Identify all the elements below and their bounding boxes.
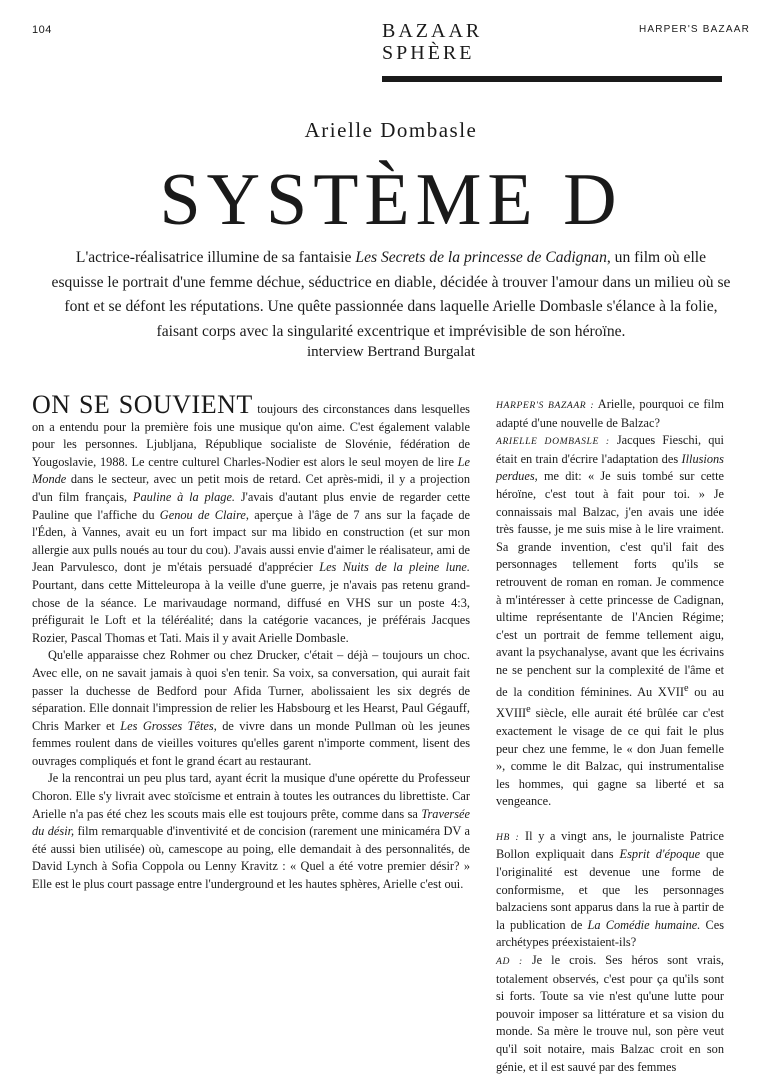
speaker-label: HARPER'S BAZAAR : <box>496 400 595 411</box>
title-reference: Genou de Claire <box>159 507 246 522</box>
section-title-line-1: BAZAAR <box>382 20 483 42</box>
body-text: Ces archétypes préexistaient-ils? <box>496 917 725 950</box>
body-text: Arielle, pourquoi ce film adapté d'une nouvelle de Balzac? <box>496 397 724 430</box>
body-text: Jacques Fieschi, qui était en train d'écrire l'adaptation des <box>496 433 724 466</box>
body-text: Je le crois. Ses héros sont vrais, totalement observés, c'est pour ça qu'ils sont si forts. Toute sa vie n'est qu'une lutte pour pouvoir imposer sa littérature et sa vision du monde. Sa mère le trouve nul, son père veut qu'il soit notaire, mais Balzac croit en son génie, et il est sauvé par des femmes <box>496 953 724 1074</box>
title-reference: Les Grosses Têtes <box>120 718 214 733</box>
title-reference: Esprit d'époque <box>619 847 701 862</box>
title-reference: Traversée du désir, <box>32 806 470 839</box>
section-title-line-2: SPHÈRE <box>382 42 475 64</box>
standfirst-text: , un film où elle esquisse le portrait d'une femme déchue, séductrice en diable, décidée à trouver l'amour dans un milieu où se font et se défont les réputations. Une quête passionnée dans laquelle Arielle Dombasle s'élance à la folie, faisant corps avec la singularité excentrique et imprévisible de son héroïne. <box>51 249 731 340</box>
title-reference: Illusions perdues, <box>496 451 724 484</box>
interview-question <box>496 828 724 952</box>
lead-in: ON SE SOUVIENT <box>32 390 253 419</box>
body-paragraph <box>32 647 470 770</box>
interview-question <box>496 396 724 432</box>
body-text: J'avais d'autant plus envie de regarder cette Pauline que l'affiche du <box>32 489 471 522</box>
body-text: film remarquable d'inventivité et de concision (rarement une minicaméra DV a été aussi bien utilisée) où, camescope au poing, elle demandait à des personnalités, de David Lynch à Sofia Coppola ou Lenny Kravitz : « Quel a été votre premier désir? » Elle est le plus court passage entre l'underground et les hautes sphères, Arielle c'est oui. <box>32 824 470 892</box>
masthead: HARPER'S BAZAAR <box>638 24 750 35</box>
section-title <box>382 20 722 64</box>
body-text: , de vivre dans un monde Pullman où les jeunes femmes roulent dans de vieilles voitures qu'elles garent n'importe comment, lisent des ouvrages compliqués et font le grand écart au restaurant. <box>32 718 470 768</box>
body-text: , aperçue à l'âge de 7 ans sur la façade de l'Éden, à Vannes, avait eu un fort impact sur ma libido en construction (et sur mon allergie aux pulls noués au tour du cou). J'avais aussi envie d'aimer le réalisateur, ami de Jean Parvulesco, dont je m'étais persuadé d'apprécier <box>32 507 470 575</box>
title-reference: Pauline à la plage. <box>132 489 236 504</box>
title-reference: Les Nuits de la pleine lune. <box>319 560 470 575</box>
body-text: siècle, elle aurait été brûlée car c'est exactement le visage de ce qui fait le plus peur chez une femme, le « don Juan femelle », comme le dit Balzac, qui instrumentalise les hommes, qui gagne sa liberté et sa vengeance. <box>496 706 724 809</box>
body-column-left <box>32 390 471 894</box>
standfirst-text: L'actrice-réalisatrice illumine de sa fantaisie <box>75 249 356 266</box>
interview-answer <box>496 432 724 811</box>
interview-answer <box>496 952 724 1076</box>
speaker-label: HB : <box>496 831 520 843</box>
speaker-label: AD : <box>496 956 523 968</box>
body-text: dans le secteur, avec un petit mois de retard. Cet après-midi, il y a projection d'un film français, <box>32 472 470 504</box>
paragraph-spacer <box>496 811 724 828</box>
body-text: ou au XVIII <box>496 684 724 721</box>
body-text: que l'originalité est devenue une forme de conformisme, et que les personnages balzaciens sont apparus dans la rue à partir de la publication de <box>496 847 724 932</box>
body-column-right <box>496 396 724 1076</box>
superscript: e <box>526 704 531 716</box>
page-number: 104 <box>32 24 52 36</box>
speaker-label: ARIELLE DOMBASLE : <box>496 436 610 448</box>
standfirst-film-title: Les Secrets de la princesse de Cadignan <box>355 249 607 266</box>
body-paragraph <box>32 770 470 893</box>
body-paragraph <box>32 390 471 647</box>
body-text: me dit: « Je suis tombé sur cette héroïne, c'est tout à fait pour toi. » Je connaissais mal Balzac, j'en avais une idée très fausse, je me suis mise à le lire vraiment. Sa grande invention, c'est qu'il fait des personnages tellement forts qu'ils se retrouvent de roman en roman. Je commence à m'intéresser à cette princesse de Cadignan, ultime représentante de l'Ancien Régime; c'est un portrait de femme tellement aigu, avant la psychanalyse, avant que les écrivains ne se penchent sur la complexité de l'âme et de la condition féminines. Au XVII <box>496 469 724 699</box>
article-headline: SYSTÈME D <box>159 159 623 241</box>
body-text: Pourtant, dans cette Mitteleuropa à la veille d'une guerre, je n'avais pas retenu grand-chose de la séance. Le marivaudage normand, diffusé en VHS sur un poste 4:3, préfigurait le Loft et la téléréalité; dans la catégorie vacances, je préférais Jacques Rozier, Pascal Thomas et Tati. Mais il y avait Arielle Dombasle. <box>32 577 470 645</box>
body-text: Je la rencontrai un peu plus tard, ayant écrit la musique d'une opérette du Professeur Choron. Elle s'y livrait avec stoïcisme et entrain à toutes les outrances du librettiste. Car Arielle n'a pas été chez les scouts mais elle est toujours prête, comme dans sa <box>32 771 470 821</box>
body-text: Il y a vingt ans, le journaliste Patrice Bollon expliquait dans <box>496 828 724 862</box>
article-subject: Arielle Dombasle <box>304 118 478 142</box>
superscript: e <box>683 682 689 694</box>
article-byline: interview Bertrand Burgalat <box>306 344 475 360</box>
body-text: toujours des circonstances dans lesquelles on a entendu pour la première fois une musique qu'on aime. C'est également valable pour les personnes. Ljubljana, République socialiste de Slovénie, fédération de Yougoslavie, 1988. Le centre culturel Charles-Nodier est alors le seul moyen de lire <box>32 402 470 469</box>
article-standfirst <box>50 246 732 344</box>
title-reference: Le Monde <box>32 454 470 487</box>
section-divider <box>382 76 722 82</box>
body-text: Qu'elle apparaisse chez Rohmer ou chez Drucker, c'était – déjà – toujours un choc. Avec elle, on ne savait jamais à quoi s'en tenir. Sa voix, sa conversation, qui aurait fait passer la duchesse de Bedford pour Afida Turner, abolissaient les six degrés de séparation. Elle donnait l'impression de relier les Habsbourg et les Hearst, Paul Gégauff, Chris Marker et <box>32 648 470 733</box>
title-reference: La Comédie humaine. <box>587 917 701 932</box>
